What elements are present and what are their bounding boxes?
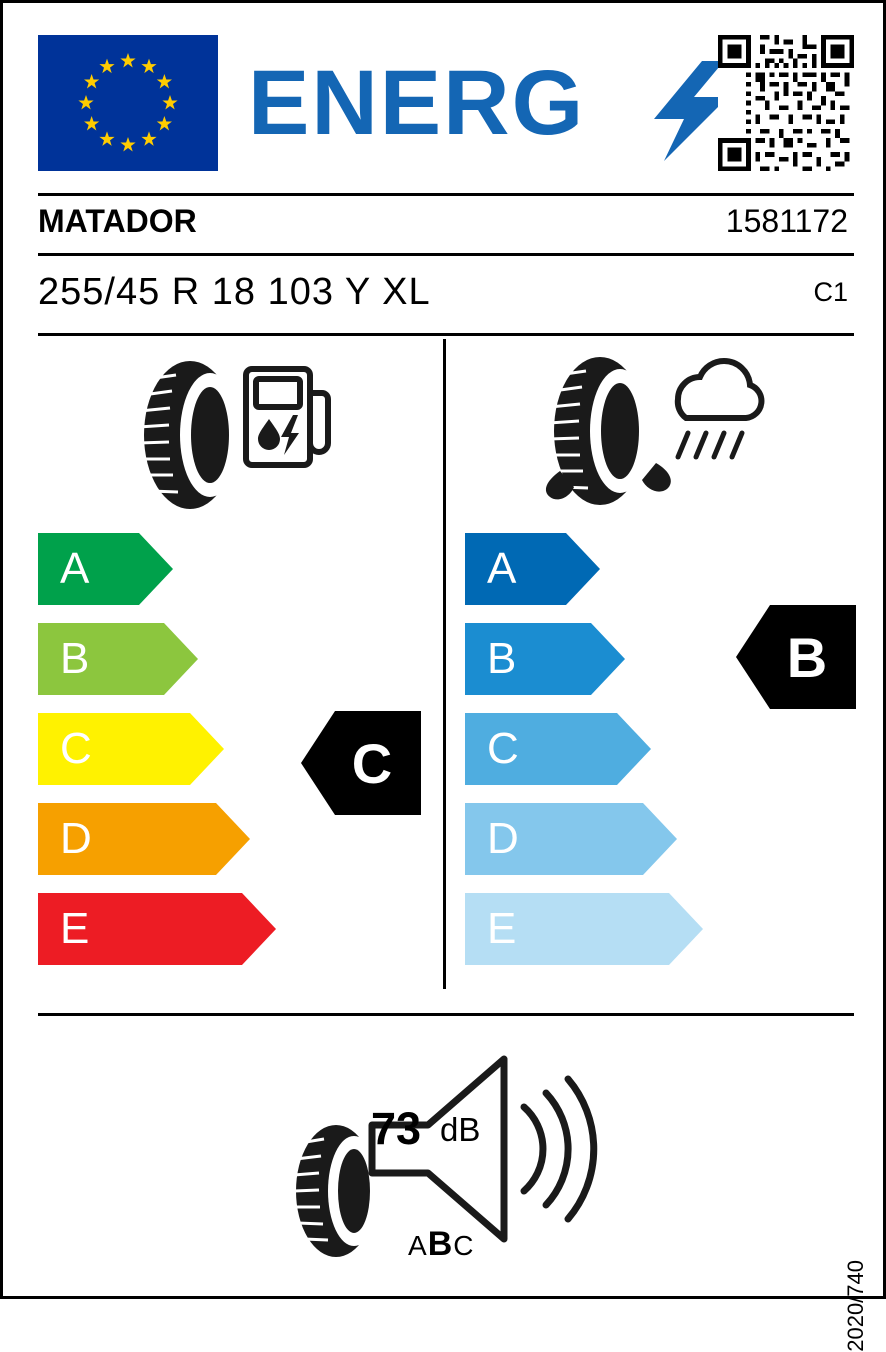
fuel-grade-e [38, 893, 276, 965]
fuel-efficiency-pictogram [128, 353, 328, 518]
tyre-icon [294, 1125, 380, 1257]
wet-selected-grade [736, 605, 856, 709]
grade-row [465, 803, 703, 881]
grade-row [38, 803, 276, 881]
grade-row [38, 623, 276, 701]
noise-unit: dB [440, 1111, 481, 1148]
wet-grade-b [465, 623, 703, 695]
product-code: 1581172 [725, 203, 848, 239]
energy-title: ENERG [248, 52, 586, 154]
wet-grade-d [465, 803, 703, 875]
divider-2 [38, 253, 854, 256]
tyre-icon [139, 361, 240, 509]
fuel-selected-letter: C [351, 731, 393, 795]
qr-code-icon [718, 35, 854, 171]
grade-letter: D [487, 814, 519, 863]
grade-letter: A [60, 544, 90, 593]
divider-4 [38, 1013, 854, 1016]
regulation-reference: 2020/740 [843, 1260, 868, 1352]
wet-grade-c [465, 713, 703, 785]
grade-letter: C [487, 724, 519, 773]
wet-grip-pictogram [538, 353, 768, 518]
wet-grade-scale [465, 533, 703, 983]
rain-cloud-icon [678, 361, 762, 457]
grade-row [465, 533, 703, 611]
grade-letter: B [487, 634, 517, 683]
fuel-grade-c [38, 713, 276, 785]
fuel-grade-b [38, 623, 276, 695]
grade-letter: A [487, 544, 517, 593]
grade-row [465, 893, 703, 971]
fuel-grade-a [38, 533, 276, 605]
fuel-grade-d [38, 803, 276, 875]
vertical-divider [443, 339, 446, 989]
brand-name: MATADOR [38, 203, 197, 239]
grade-letter: E [60, 904, 90, 953]
noise-class-a: A [408, 1230, 428, 1261]
grade-letter: B [60, 634, 90, 683]
wet-grade-e [465, 893, 703, 965]
label-header [38, 35, 854, 171]
wet-grade-a [465, 533, 703, 605]
grade-row [38, 893, 276, 971]
fuel-pump-icon [246, 369, 328, 465]
divider-3 [38, 333, 854, 336]
divider-1 [38, 193, 854, 196]
eu-flag-icon [38, 35, 218, 171]
fuel-grade-scale [38, 533, 276, 983]
grade-row [38, 713, 276, 791]
noise-class-c: C [453, 1230, 475, 1261]
noise-value: 73 [371, 1103, 422, 1154]
grade-row [38, 533, 276, 611]
tyre-class: C1 [813, 277, 848, 307]
grade-letter: E [487, 904, 517, 953]
grade-row [465, 713, 703, 791]
noise-class-selected: B [427, 1225, 454, 1263]
noise-class-scale [408, 1225, 474, 1264]
grade-row [465, 623, 703, 701]
wet-selected-letter: B [786, 625, 828, 689]
sound-waves-icon [524, 1079, 594, 1219]
grade-letter: C [60, 724, 92, 773]
tyre-size: 255/45 R 18 103 Y XL [38, 271, 431, 313]
fuel-selected-grade [301, 711, 421, 815]
grade-letter: D [60, 814, 92, 863]
